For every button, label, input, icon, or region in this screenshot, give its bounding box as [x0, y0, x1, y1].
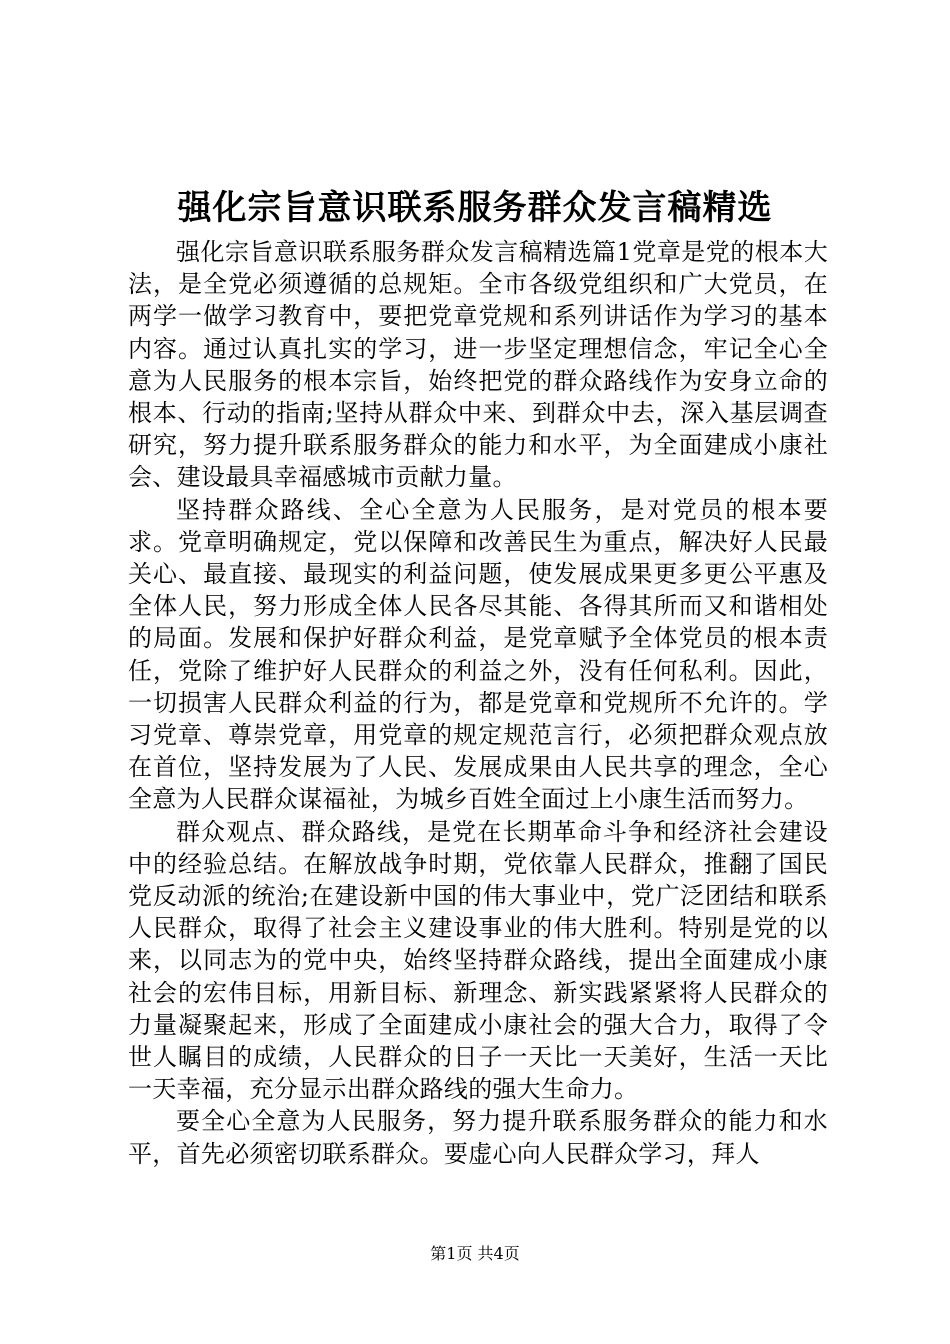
paragraph-4: 要全心全意为人民服务，努力提升联系服务群众的能力和水平，首先必须密切联系群众。要虚心向人民群众学习，拜人 [128, 1107, 828, 1168]
page-number-footer: 第1页 共4页 [430, 1244, 520, 1263]
paragraph-1: 强化宗旨意识联系服务群众发言稿精选篇1党章是党的根本大法，是全党必须遵循的总规矩。全市各级党组织和广大党员，在两学一做学习教育中，要把党章党规和系列讲话作为学习的基本内容。通过认真扎实的学习，进一步坚定理想信念，牢记全心全意为人民服务的根本宗旨，始终把党的群众路线作为安身立命的根本、行动的指南;坚持从群众中来、到群众中去，深入基层调查研究，努力提升联系服务群众的能力和水平，为全面建成小康社会、建设最具幸福感城市贡献力量。 [128, 238, 828, 492]
document-title: 强化宗旨意识联系服务群众发言稿精选 [177, 188, 773, 228]
paragraph-2: 坚持群众路线、全心全意为人民服务，是对党员的根本要求。党章明确规定，党以保障和改善民生为重点，解决好人民最关心、最直接、最现实的利益问题，使发展成果更多更公平惠及全体人民，努力形成全体人民各尽其能、各得其所而又和谐相处的局面。发展和保护好群众利益，是党章赋予全体党员的根本责任，党除了维护好人民群众的利益之外，没有任何私利。因此，一切损害人民群众利益的行为，都是党章和党规所不允许的。学习党章、尊崇党章，用党章的规定规范言行，必须把群众观点放在首位，坚持发展为了人民、发展成果由人民共享的理念，全心全意为人民群众谋福祉，为城乡百姓全面过上小康生活而努力。 [128, 495, 828, 814]
paragraph-3: 群众观点、群众路线，是党在长期革命斗争和经济社会建设中的经验总结。在解放战争时期，党依靠人民群众，推翻了国民党反动派的统治;在建设新中国的伟大事业中，党广泛团结和联系人民群众，取得了社会主义建设事业的伟大胜利。特别是党的以来，以同志为的党中央，始终坚持群众路线，提出全面建成小康社会的宏伟目标，用新目标、新理念、新实践紧紧将人民群众的力量凝聚起来，形成了全面建成小康社会的强大合力，取得了令世人瞩目的成绩，人民群众的日子一天比一天美好，生活一天比一天幸福，充分显示出群众路线的强大生命力。 [128, 817, 828, 1104]
document-body [128, 236, 828, 1170]
